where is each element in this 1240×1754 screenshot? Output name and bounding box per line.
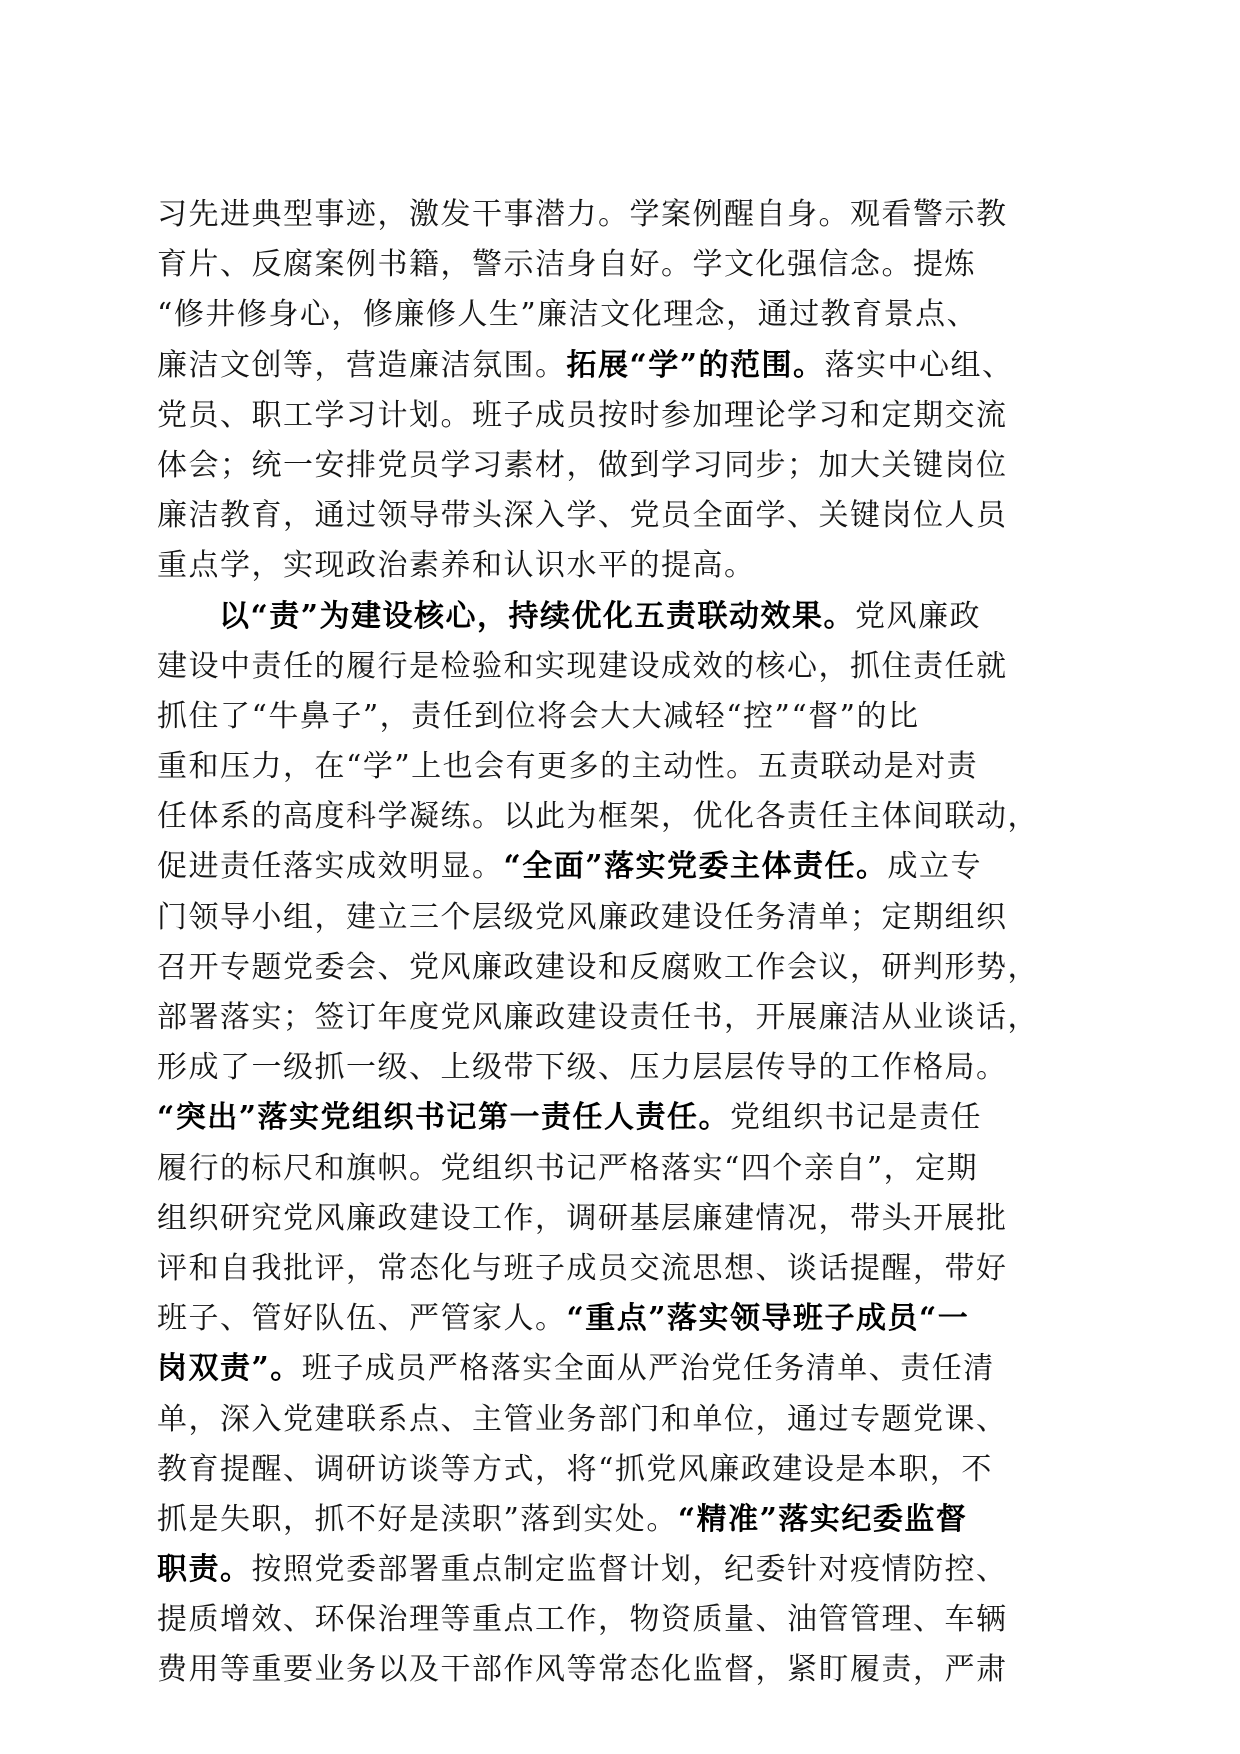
- bold-heading-text: “重点”落实领导班子成员“一: [566, 1301, 970, 1337]
- bold-heading-text: 以“责”为建设核心，持续优化五责联动效果。: [219, 598, 856, 634]
- body-text: [157, 190, 1083, 1696]
- body-text-segment: 召开专题党委会、党风廉政建设和反腐败工作会议，研判形势，: [157, 949, 1039, 985]
- body-text-segment: 履行的标尺和旗帜。党组织书记严格落实“四个亲自”，定期: [157, 1150, 979, 1186]
- bold-heading-text: 职责。: [157, 1552, 252, 1588]
- body-text-segment: 党风廉政: [855, 598, 982, 634]
- body-text-segment: 抓住了“牛鼻子”，责任到位将会大大减轻“控”“督”的比: [157, 698, 920, 734]
- text-line: [157, 642, 1083, 692]
- text-line: [157, 341, 1083, 391]
- text-line: [157, 943, 1083, 993]
- body-text-segment: 成立专: [887, 849, 983, 885]
- body-text-segment: 单，深入党建联系点、主管业务部门和单位，通过专题党课、: [157, 1401, 1008, 1437]
- text-line: [157, 742, 1083, 792]
- text-line: [157, 1294, 1083, 1344]
- body-text-segment: 费用等重要业务以及干部作风等常态化监督，紧盯履责，严肃: [157, 1652, 1008, 1688]
- body-text-segment: 形成了一级抓一级、上级带下级、压力层层传导的工作格局。: [157, 1050, 1008, 1086]
- text-line: [157, 541, 1083, 591]
- text-line: [157, 1344, 1083, 1394]
- body-text-segment: 教育提醒、调研访谈等方式，将“抓党风廉政建设是本职，不: [157, 1451, 993, 1487]
- text-line: [157, 842, 1083, 892]
- body-text-segment: 按照党委部署重点制定监督计划，纪委针对疫情防控、: [251, 1552, 1008, 1588]
- body-text-segment: 抓是失职，抓不好是渎职”落到实处。: [157, 1501, 678, 1537]
- text-line: [157, 441, 1083, 491]
- body-text-segment: “修井修身心，修廉修人生”廉洁文化理念，通过教育景点、: [157, 297, 979, 333]
- text-line: [157, 1495, 1083, 1545]
- body-text-segment: 门领导小组，建立三个层级党风廉政建设任务清单；定期组织: [157, 899, 1008, 935]
- text-line: [157, 1144, 1083, 1194]
- body-text-segment: 党组织书记是责任: [730, 1100, 983, 1136]
- body-text-segment: 体会；统一安排党员学习素材，做到学习同步；加大关键岗位: [157, 447, 1008, 483]
- text-line: [157, 993, 1083, 1043]
- body-text-segment: 落实中心组、: [824, 347, 1014, 383]
- body-text-segment: 廉洁文创等，营造廉洁氛围。: [157, 347, 567, 383]
- text-line: [157, 1395, 1083, 1445]
- body-text-segment: 任体系的高度科学凝练。以此为框架，优化各责任主体间联动，: [157, 799, 1039, 835]
- bold-heading-text: “精准”落实纪委监督: [677, 1501, 968, 1537]
- body-text-segment: 育片、反腐案例书籍，警示洁身自好。学文化强信念。提炼: [157, 247, 976, 283]
- text-line: [157, 1645, 1083, 1695]
- body-text-segment: 班子成员严格落实全面从严治党任务清单、责任清: [301, 1351, 995, 1387]
- body-text-segment: 重和压力，在“学”上也会有更多的主动性。五责联动是对责: [157, 749, 979, 785]
- text-line: [157, 592, 1083, 642]
- text-line: [157, 1445, 1083, 1495]
- text-line: [157, 692, 1083, 742]
- body-text-segment: 评和自我批评，常态化与班子成员交流思想、谈话提醒，带好: [157, 1250, 1008, 1286]
- text-line: [157, 240, 1083, 290]
- bold-heading-text: 拓展“学”的范围。: [566, 347, 825, 383]
- text-line: [157, 1545, 1083, 1595]
- bold-heading-text: 岗双责”。: [157, 1351, 302, 1387]
- bold-heading-text: “全面”落实党委主体责任。: [503, 849, 888, 885]
- text-line: [157, 1043, 1083, 1093]
- body-text-segment: 组织研究党风廉政建设工作，调研基层廉建情况，带头开展批: [157, 1200, 1008, 1236]
- body-text-segment: 部署落实；签订年度党风廉政建设责任书，开展廉洁从业谈话，: [157, 1000, 1039, 1035]
- text-line: [157, 1194, 1083, 1244]
- body-text-segment: 习先进典型事迹，激发干事潜力。学案例醒自身。观看警示教: [157, 197, 1008, 232]
- text-line: [157, 1093, 1083, 1143]
- text-line: [157, 391, 1083, 441]
- body-text-segment: 党员、职工学习计划。班子成员按时参加理论学习和定期交流: [157, 397, 1008, 433]
- text-line: [157, 1244, 1083, 1294]
- text-line: [157, 792, 1083, 842]
- body-text-segment: 廉洁教育，通过领导带头深入学、党员全面学、关键岗位人员: [157, 498, 1008, 534]
- bold-heading-text: “突出”落实党组织书记第一责任人责任。: [157, 1100, 731, 1136]
- text-line: [157, 190, 1083, 240]
- text-line: [157, 893, 1083, 943]
- body-text-segment: 提质增效、环保治理等重点工作，物资质量、油管管理、车辆: [157, 1602, 1008, 1638]
- body-text-segment: 班子、管好队伍、严管家人。: [157, 1301, 567, 1337]
- text-line: [157, 1595, 1083, 1645]
- body-text-segment: 促进责任落实成效明显。: [157, 849, 504, 885]
- text-line: [157, 290, 1083, 340]
- body-text-segment: 重点学，实现政治素养和认识水平的提高。: [157, 548, 756, 584]
- text-line: [157, 491, 1083, 541]
- body-text-segment: 建设中责任的履行是检验和实现建设成效的核心，抓住责任就: [157, 648, 1008, 684]
